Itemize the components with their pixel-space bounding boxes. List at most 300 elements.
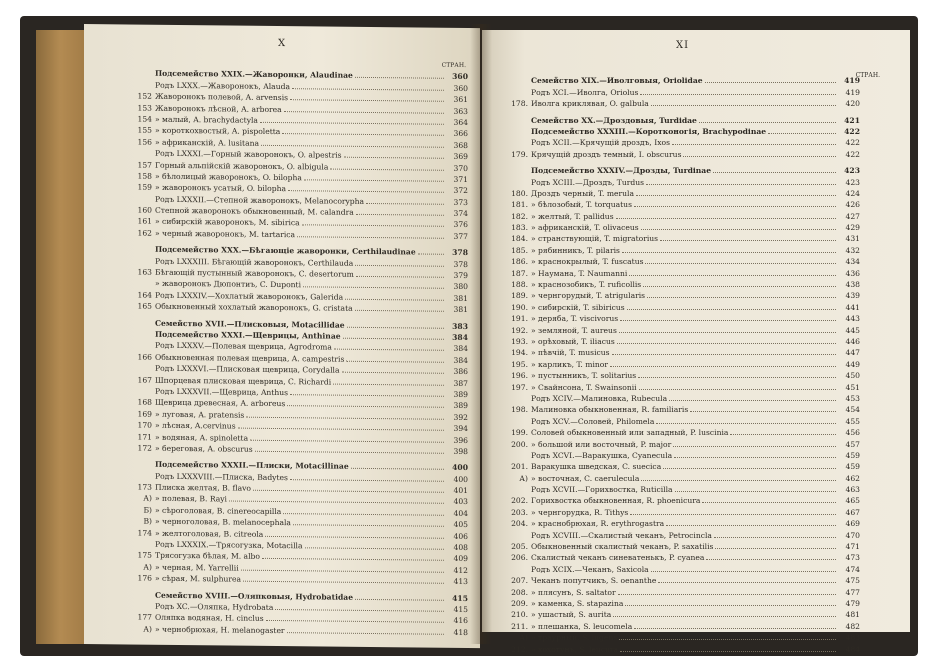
toc-entry — [508, 289, 860, 300]
entry-title: Семейство XVIII.—Оляпковыя, Hydrobatidae — [155, 590, 354, 602]
entry-page-number: 457 — [845, 439, 860, 449]
entry-page-number: 432 — [845, 245, 860, 255]
dot-leader — [706, 559, 836, 560]
entry-title: » плясунъ, S. saltator — [531, 587, 616, 597]
entry-title: Семейство XX.—Дроздовыя, Turdidae — [531, 115, 697, 125]
toc-entry — [132, 622, 468, 637]
dot-leader — [666, 525, 836, 526]
entry-title: Обыкновенная полевая щеврица, A. campestris — [155, 352, 345, 364]
toc-entry — [508, 414, 860, 425]
entry-page-number: 483 — [845, 633, 860, 643]
entry-title: » рябинникъ, T. pilaris — [531, 245, 620, 255]
dot-leader — [616, 218, 836, 219]
entry-title: » африканскій, T. olivaceus — [531, 223, 639, 233]
toc-entry — [508, 426, 860, 437]
toc-entry — [508, 392, 860, 403]
dot-leader — [612, 354, 836, 355]
toc-entry — [508, 597, 860, 608]
entry-number: 176 — [137, 573, 152, 583]
entry-number: 191. — [511, 314, 528, 324]
entry-page-number: 455 — [845, 416, 860, 426]
entry-title: Подсемейство XXX.—Бѣгающіе жаворонки, Certhilaudinae — [155, 244, 416, 257]
entry-title: » черноголовая, B. melanocephala — [155, 516, 291, 528]
entry-page-number: 401 — [453, 485, 468, 496]
entry-title: » Свайнсона, T. Swainsonii — [531, 382, 637, 392]
entry-page-number: 361 — [453, 95, 468, 105]
entry-page-number: 445 — [845, 325, 860, 335]
entry-title: Родъ XCVII.—Горихвостка, Ruticilla — [531, 485, 673, 495]
entry-title: » желтоголовая, B. citreola — [155, 528, 264, 539]
entry-page-number: 423 — [845, 177, 860, 187]
entry-title: Трясогузка бѣлая, M. albo — [155, 551, 260, 562]
entry-title: Родъ XCIV.—Малиновка, Rubecula — [531, 393, 668, 403]
entry-page-number: 413 — [453, 577, 468, 587]
entry-page-number: 398 — [453, 446, 468, 456]
dot-leader — [613, 616, 836, 617]
toc-section-heading — [508, 74, 860, 85]
entry-title: Родъ XCI.—Иволга, Oriolus — [531, 87, 639, 97]
dot-leader — [355, 264, 444, 266]
entry-page-number: 426 — [845, 200, 860, 210]
entry-number: 207. — [511, 576, 528, 586]
entry-number: 196. — [511, 371, 528, 381]
entry-title: » сибирскій, T. sibiricus — [531, 302, 625, 312]
dot-leader — [730, 434, 836, 435]
entry-number: 183. — [511, 223, 528, 233]
dot-leader — [293, 524, 444, 527]
entry-number: 169 — [137, 409, 152, 419]
dot-leader — [243, 581, 444, 584]
dot-leader — [658, 582, 836, 583]
entry-page-number: 403 — [453, 497, 468, 507]
entry-page-number: 363 — [453, 106, 468, 116]
toc-entry — [508, 517, 860, 528]
dot-leader — [641, 229, 836, 230]
toc-entry — [508, 85, 860, 96]
toc-entry — [508, 255, 860, 266]
entry-page-number: 386 — [453, 367, 468, 377]
entry-page-number: 422 — [844, 126, 860, 136]
right-page-number: XI — [676, 40, 690, 51]
entry-title: » черная, M. Yarrellii — [155, 562, 239, 573]
entry-page-number: 451 — [845, 382, 860, 392]
dot-leader — [297, 236, 444, 239]
entry-page-number: 364 — [453, 117, 468, 127]
dot-leader — [287, 632, 444, 635]
entry-page-number: 462 — [845, 473, 860, 483]
entry-title: Семейство XVII.—Плисковыя, Motacillidae — [155, 318, 345, 330]
toc-entry — [508, 136, 860, 147]
entry-page-number: 369 — [453, 151, 468, 162]
dot-leader — [342, 372, 444, 374]
entry-page-number: 392 — [453, 412, 468, 422]
entry-page-number: 427 — [845, 211, 860, 221]
dot-leader — [619, 639, 836, 640]
toc-section-heading — [508, 113, 860, 124]
entry-title: Родъ LXXXIX.—Трясогузка, Motacilla — [155, 539, 303, 551]
entry-title: Подсемейство XXIX.—Жаворонки, Alaudinae — [155, 69, 353, 81]
dot-leader — [355, 598, 444, 600]
left-page — [84, 24, 480, 648]
entry-title: » Наумана, T. Naumanni — [531, 268, 628, 278]
entry-title: » карликъ, T. minor — [531, 359, 608, 369]
entry-title: » траурный, S. lugens — [531, 633, 618, 643]
entry-page-number: 373 — [453, 197, 468, 207]
entry-number: 211. — [511, 621, 528, 631]
entry-page-number: 422 — [845, 149, 860, 159]
entry-page-number: 436 — [845, 268, 860, 278]
entry-number: 186. — [511, 257, 528, 267]
entry-page-number: 384 — [453, 344, 468, 354]
toc-entry — [508, 278, 860, 289]
entry-page-number: 381 — [453, 305, 468, 315]
entry-page-number: 378 — [453, 259, 468, 269]
entry-page-number: 372 — [453, 186, 468, 196]
entry-number: 153 — [137, 103, 152, 113]
dot-leader — [645, 263, 836, 264]
entry-title: Щеврица древесная, A. arboreus — [155, 398, 286, 409]
entry-title: Жаворонокъ лѣсной, A. arborea — [155, 103, 282, 114]
entry-title: Плиска желтая, B. flavo — [155, 482, 251, 493]
entry-title: Степной жаворонокъ обыкновенный, M. calandra — [155, 205, 354, 217]
entry-title: » каменка, S. stapazina — [531, 598, 624, 608]
entry-page-number: 431 — [845, 234, 860, 244]
toc-entry — [508, 369, 860, 380]
entry-title: » сѣроголовая, B. cinereocapilla — [155, 505, 282, 516]
dot-leader — [346, 361, 444, 363]
entry-title: Подсемейство XXXIII.—Коротконогія, Brachypodinae — [531, 126, 767, 136]
dot-leader — [683, 156, 836, 157]
entry-number: А) — [519, 473, 528, 483]
entry-number: 180. — [511, 188, 528, 198]
dot-leader — [355, 310, 444, 312]
entry-page-number: 366 — [453, 129, 468, 139]
entry-page-number: 420 — [845, 99, 860, 109]
entry-page-number: 384 — [452, 332, 468, 343]
entry-page-number: 441 — [845, 302, 860, 312]
entry-title: » краснобрюхая, R. erythrogastra — [531, 519, 665, 529]
toc-entry — [508, 346, 860, 357]
entry-title: Родъ XCIX.—Чеканъ, Saxicola — [531, 564, 649, 574]
dot-leader — [344, 157, 444, 159]
dot-leader — [634, 628, 836, 629]
dot-leader — [418, 254, 444, 255]
dot-leader — [619, 332, 836, 333]
entry-page-number: 377 — [453, 231, 468, 241]
entry-number: 206. — [511, 553, 528, 563]
entry-number: 182. — [511, 211, 528, 221]
entry-page-number: 384 — [453, 355, 468, 365]
entry-page-number: 421 — [844, 115, 860, 125]
dot-leader — [305, 547, 445, 549]
entry-page-number: 378 — [452, 248, 468, 258]
entry-number: 184. — [511, 234, 528, 244]
toc-entry — [508, 147, 860, 158]
entry-number: 178. — [511, 99, 528, 109]
entry-title: » хохотунъ, S. leucura — [531, 644, 619, 654]
dot-leader — [355, 77, 444, 79]
entry-page-number: 467 — [845, 507, 860, 517]
dot-leader — [641, 480, 836, 481]
toc-section-heading — [508, 125, 860, 136]
dot-leader — [629, 275, 836, 276]
dot-leader — [292, 88, 444, 91]
entry-number: 163 — [137, 267, 152, 277]
entry-number: 189. — [511, 291, 528, 301]
dot-leader — [620, 651, 836, 652]
entry-title: Родъ LXXXVIII.—Плиска, Badytes — [155, 471, 288, 482]
entry-page-number: 459 — [845, 462, 860, 472]
entry-page-number: 438 — [845, 280, 860, 290]
entry-page-number: 446 — [845, 336, 860, 346]
entry-page-number: 400 — [452, 463, 468, 473]
entry-title: » ушастый, S. aurita — [531, 610, 612, 620]
toc-entry — [508, 198, 860, 209]
entry-title: Шпорцевая плисковая щеврица, C. Richardi — [155, 375, 332, 387]
entry-page-number: 469 — [845, 519, 860, 529]
entry-page-number: 394 — [453, 423, 468, 434]
toc-entry — [508, 243, 860, 254]
entry-number: 159 — [137, 182, 152, 193]
dot-leader — [640, 94, 836, 95]
dot-leader — [351, 468, 444, 470]
entry-number: 152 — [137, 91, 152, 101]
entry-number: 181. — [511, 200, 528, 210]
entry-title: Иволга криклявая, O. galbula — [531, 99, 649, 109]
dot-leader — [630, 514, 836, 515]
entry-title: » плешанка, S. leucomela — [531, 621, 633, 631]
entry-page-number: 456 — [845, 428, 860, 438]
entry-page-number: 381 — [453, 293, 468, 303]
dot-leader — [702, 502, 836, 503]
entry-page-number: 416 — [453, 616, 468, 626]
entry-title: Родъ XCVIII.—Скалистый чеканъ, Petrocincla — [531, 530, 712, 540]
dot-leader — [622, 252, 836, 253]
entry-title: » бѣлолицый жаворонокъ, O. bilopha — [155, 171, 302, 183]
entry-title: Жаворонокъ полевой, A. arvensis — [155, 91, 289, 103]
entry-title: Родъ XCII.—Крячущій дроздъ, Ixos — [531, 138, 671, 148]
entry-number: 188. — [511, 280, 528, 290]
toc-entry — [508, 97, 860, 108]
dot-leader — [673, 446, 836, 447]
entry-page-number: 400 — [453, 474, 468, 484]
entry-page-number: 484 — [845, 644, 860, 654]
toc-entry — [508, 505, 860, 516]
dot-leader — [625, 605, 836, 606]
toc-entry — [508, 175, 860, 186]
entry-title: Подсемейство XXXIV.—Дрозды, Turdinae — [531, 166, 712, 176]
entry-title: Родъ LXXXI.—Горный жаворонокъ, O. alpestris — [155, 148, 342, 160]
entry-title: Бѣгающій пустынный жаворонокъ, C. desertorum — [155, 267, 354, 279]
dot-leader — [610, 366, 836, 367]
entry-title: Родъ XCIII.—Дроздъ, Turdus — [531, 177, 645, 187]
entry-number: 173 — [137, 482, 152, 492]
entry-page-number: 423 — [844, 166, 860, 176]
dot-leader — [333, 383, 444, 385]
dot-leader — [345, 299, 444, 301]
entry-title: » луговая, A. pratensis — [155, 409, 245, 420]
entry-number: 167 — [137, 375, 152, 385]
entry-title: » водяная, A. spinoletta — [155, 432, 249, 443]
entry-title: » желтый, T. pallidus — [531, 211, 614, 221]
entry-title: » черный жаворонокъ, M. tartarica — [155, 228, 296, 240]
entry-title: Родъ LXXXIII. Бѣгающій жаворонокъ, Certhilauda — [155, 256, 354, 268]
toc-entry — [508, 403, 860, 414]
entry-title: Родъ LXXXV.—Полевая щеврица, Agrodroma — [155, 341, 332, 352]
toc-entry — [132, 226, 468, 241]
entry-page-number: 419 — [844, 76, 860, 86]
entry-number: А) — [519, 633, 528, 643]
entry-title: » земляной, T. aureus — [531, 325, 617, 335]
dot-leader — [303, 287, 444, 289]
entry-number: 199. — [511, 428, 528, 438]
entry-number: 210. — [511, 610, 528, 620]
entry-number: А) — [143, 562, 152, 572]
entry-title: » малый, A. brachydactyla — [155, 114, 258, 125]
dot-leader — [347, 326, 444, 328]
right-toc-list — [508, 74, 860, 654]
dot-leader — [690, 411, 836, 412]
entry-number: 161 — [137, 217, 152, 227]
entry-title: » чернгорудка, R. Tithys — [531, 507, 629, 517]
entry-number: 171 — [137, 432, 152, 442]
entry-page-number: 412 — [453, 565, 468, 575]
entry-title: » полевая, B. Rayi — [155, 494, 227, 504]
toc-entry — [132, 571, 468, 586]
toc-entry — [508, 449, 860, 460]
entry-page-number: 368 — [453, 140, 468, 150]
left-page-column-header: СТРАН. — [441, 61, 466, 70]
entry-number: В) — [143, 516, 152, 526]
entry-number: 192. — [511, 325, 528, 335]
dot-leader — [638, 377, 836, 378]
toc-entry — [508, 312, 860, 323]
entry-title: » чернгорудый, T. atrigularis — [531, 291, 646, 301]
entry-number: 162 — [137, 228, 152, 238]
entry-page-number: 470 — [845, 530, 860, 540]
entry-title: Родъ LXXXVII.—Щеврица, Anthus — [155, 386, 289, 398]
toc-entry — [508, 471, 860, 482]
entry-title: » береговая, A. obscurus — [155, 443, 253, 454]
entry-page-number: 387 — [453, 378, 468, 388]
entry-title: Крячущій дроздъ темный, I. obscurus — [531, 149, 682, 159]
dot-leader — [627, 309, 836, 310]
entry-number: 209. — [511, 598, 528, 608]
dot-leader — [366, 203, 444, 205]
dot-leader — [634, 206, 836, 207]
dot-leader — [304, 179, 444, 181]
entry-page-number: 481 — [845, 610, 860, 620]
entry-title: Обыкновенный скалистый чеканъ, P. saxatilis — [531, 542, 714, 552]
entry-number: 174 — [137, 528, 152, 538]
toc-entry — [132, 299, 468, 314]
entry-page-number: 396 — [453, 435, 468, 445]
toc-entry — [508, 335, 860, 346]
dot-leader — [290, 394, 444, 397]
toc-entry — [508, 528, 860, 539]
toc-section-heading — [508, 164, 860, 175]
entry-page-number: 374 — [453, 208, 468, 219]
entry-page-number: 479 — [845, 598, 860, 608]
dot-leader — [656, 423, 836, 424]
entry-title: » сѣрая, M. sulphurea — [155, 573, 242, 584]
entry-page-number: 376 — [453, 220, 468, 230]
entry-page-number: 383 — [452, 321, 468, 331]
entry-number: 157 — [137, 160, 152, 170]
dot-leader — [663, 468, 836, 469]
entry-title: » пѣвчій, T. musicus — [531, 348, 610, 358]
toc-entry — [508, 266, 860, 277]
toc-entry — [508, 460, 860, 471]
entry-page-number: 450 — [845, 371, 860, 381]
entry-page-number: 429 — [845, 223, 860, 233]
entry-page-number: 371 — [453, 174, 468, 184]
toc-entry — [508, 642, 860, 653]
dot-leader — [672, 144, 836, 145]
entry-number: 200. — [511, 439, 528, 449]
entry-page-number: 419 — [845, 87, 860, 97]
toc-entry — [508, 608, 860, 619]
entry-page-number: 360 — [452, 72, 468, 82]
dot-leader — [651, 571, 836, 572]
entry-title: Подсемейство XXXI.—Щеврицы, Anthinae — [155, 329, 341, 341]
entry-page-number: 434 — [845, 257, 860, 267]
dot-leader — [675, 491, 836, 492]
book-gutter — [470, 24, 492, 644]
entry-page-number: 405 — [453, 520, 468, 530]
entry-title: » краснокрылый, T. fuscatus — [531, 257, 644, 267]
entry-title: Оляпка водяная, H. cinclus — [155, 613, 264, 624]
dot-leader — [255, 451, 444, 454]
toc-entry — [508, 483, 860, 494]
entry-title: Горный альпійскій жаворонокъ, O. albigula — [155, 160, 329, 172]
entry-title: Соловей обыкновенный или западный, P. luscinia — [531, 428, 729, 438]
entry-page-number: 473 — [845, 553, 860, 563]
entry-number: 193. — [511, 336, 528, 346]
entry-title: » жаворонокъ Дюпонтиъ, C. Duponti — [155, 279, 302, 290]
dot-leader — [620, 320, 836, 321]
dot-leader — [287, 405, 444, 408]
entry-number: 170 — [137, 420, 152, 430]
entry-page-number: 379 — [453, 270, 468, 281]
entry-number: 187. — [511, 268, 528, 278]
entry-page-number: 408 — [453, 542, 468, 553]
dot-leader — [768, 133, 836, 134]
entry-page-number: 477 — [845, 587, 860, 597]
entry-title: Дроздъ черный, T. merula — [531, 188, 634, 198]
entry-title: » пустынникъ, T. solitarius — [531, 371, 637, 381]
entry-number: 185. — [511, 245, 528, 255]
entry-number: 160 — [137, 205, 152, 215]
entry-number: 165 — [137, 301, 152, 311]
entry-number: 208. — [511, 587, 528, 597]
dot-leader — [714, 537, 836, 538]
entry-title: Родъ XC.—Оляпка, Hydrobata — [155, 601, 274, 612]
entry-title: Родъ LXXXII.—Степной жаворонокъ, Melanocorypha — [155, 194, 365, 206]
toc-entry — [508, 300, 860, 311]
entry-page-number: 475 — [845, 576, 860, 586]
dot-leader — [674, 457, 836, 458]
entry-page-number: 418 — [453, 627, 468, 637]
entry-title: » лѣсная, A.cervinus — [155, 420, 236, 431]
entry-number: 201. — [511, 462, 528, 472]
dot-leader — [636, 195, 836, 196]
entry-title: » чернобрюхая, H. melanogaster — [155, 624, 285, 635]
entry-number: 166 — [137, 352, 152, 362]
entry-title: Скалистый чеканъ синеватенькъ, P. cyanea — [531, 553, 705, 563]
dot-leader — [699, 122, 836, 123]
dot-leader — [356, 214, 444, 216]
